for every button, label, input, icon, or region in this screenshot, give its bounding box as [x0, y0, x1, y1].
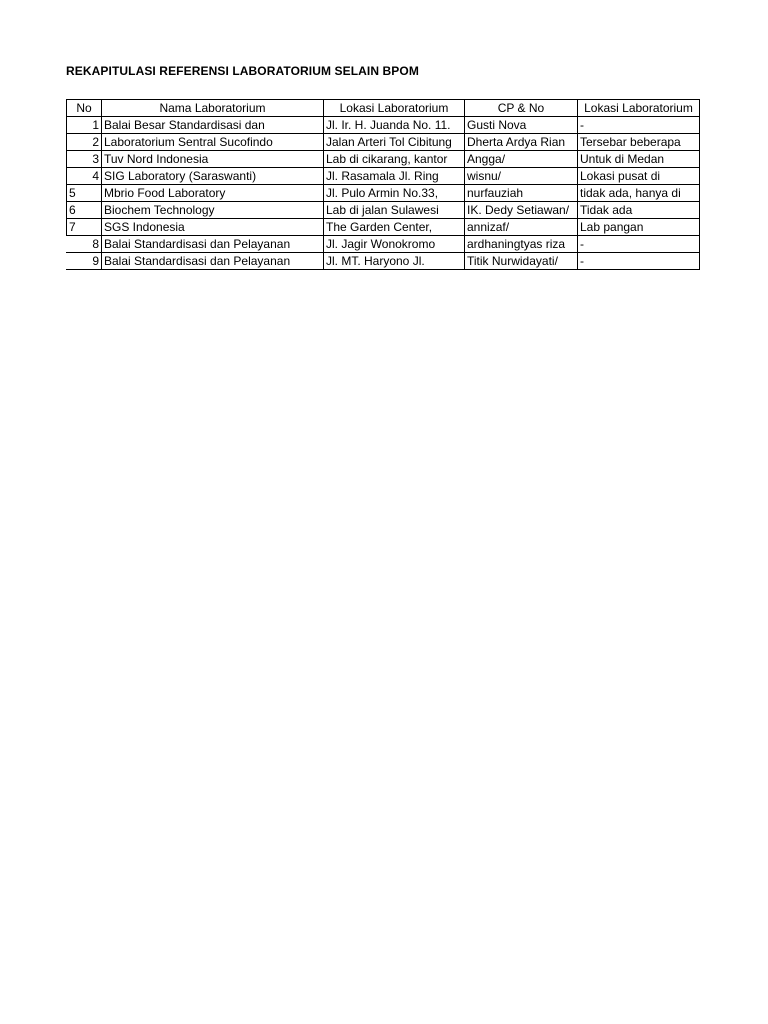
cell-no: 5 [67, 185, 102, 202]
cell-nama: Balai Standardisasi dan Pelayanan [102, 253, 324, 270]
cell-lokasi: Jl. Pulo Armin No.33, [324, 185, 465, 202]
cell-cp: ardhaningtyas riza [465, 236, 578, 253]
cell-lokasi: Jl. Jagir Wonokromo [324, 236, 465, 253]
cell-nama: SIG Laboratory (Saraswanti) [102, 168, 324, 185]
cell-cp: Gusti Nova [465, 117, 578, 134]
cell-lokasi-2: Tidak ada [578, 202, 700, 219]
table-row [67, 253, 700, 270]
header-lokasi-laboratorium-2: Lokasi Laboratorium [578, 100, 700, 117]
cell-no: 1 [67, 117, 102, 134]
cell-lokasi-2: Tersebar beberapa [578, 134, 700, 151]
cell-lokasi-2: - [578, 117, 700, 134]
table-row [67, 185, 700, 202]
table-header-row [67, 100, 700, 117]
cell-cp: wisnu/ [465, 168, 578, 185]
cell-lokasi: Jl. Rasamala Jl. Ring [324, 168, 465, 185]
cell-lokasi: Jl. MT. Haryono Jl. [324, 253, 465, 270]
cell-lokasi: The Garden Center, [324, 219, 465, 236]
table-row [67, 236, 700, 253]
cell-cp: IK. Dedy Setiawan/ [465, 202, 578, 219]
cell-no: 8 [67, 236, 102, 253]
cell-nama: Balai Besar Standardisasi dan [102, 117, 324, 134]
cell-nama: Tuv Nord Indonesia [102, 151, 324, 168]
cell-nama: Laboratorium Sentral Sucofindo [102, 134, 324, 151]
cell-cp: Angga/ [465, 151, 578, 168]
cell-lokasi-2: - [578, 253, 700, 270]
cell-lokasi-2: Untuk di Medan [578, 151, 700, 168]
header-no: No [67, 100, 102, 117]
cell-no: 6 [67, 202, 102, 219]
cell-nama: SGS Indonesia [102, 219, 324, 236]
cell-lokasi-2: Lab pangan [578, 219, 700, 236]
cell-no: 3 [67, 151, 102, 168]
cell-nama: Mbrio Food Laboratory [102, 185, 324, 202]
laboratory-table [66, 99, 700, 270]
cell-lokasi: Jl. Ir. H. Juanda No. 11. [324, 117, 465, 134]
cell-lokasi: Jalan Arteri Tol Cibitung [324, 134, 465, 151]
cell-nama: Biochem Technology [102, 202, 324, 219]
table-row [67, 151, 700, 168]
header-lokasi-laboratorium: Lokasi Laboratorium [324, 100, 465, 117]
cell-nama: Balai Standardisasi dan Pelayanan [102, 236, 324, 253]
cell-cp: Dherta Ardya Rian [465, 134, 578, 151]
cell-lokasi: Lab di jalan Sulawesi [324, 202, 465, 219]
cell-lokasi-2: - [578, 236, 700, 253]
document-title: REKAPITULASI REFERENSI LABORATORIUM SELAIN BPOM [66, 64, 419, 78]
cell-no: 4 [67, 168, 102, 185]
cell-cp: Titik Nurwidayati/ [465, 253, 578, 270]
table-row [67, 202, 700, 219]
cell-cp: nurfauziah [465, 185, 578, 202]
cell-lokasi-2: tidak ada, hanya di [578, 185, 700, 202]
cell-no: 2 [67, 134, 102, 151]
cell-lokasi-2: Lokasi pusat di [578, 168, 700, 185]
table-row [67, 219, 700, 236]
cell-cp: annizaf/ [465, 219, 578, 236]
header-cp-no: CP & No [465, 100, 578, 117]
table-row [67, 134, 700, 151]
table-row [67, 168, 700, 185]
cell-lokasi: Lab di cikarang, kantor [324, 151, 465, 168]
cell-no: 9 [67, 253, 102, 270]
header-nama-laboratorium: Nama Laboratorium [102, 100, 324, 117]
table-row [67, 117, 700, 134]
cell-no: 7 [67, 219, 102, 236]
